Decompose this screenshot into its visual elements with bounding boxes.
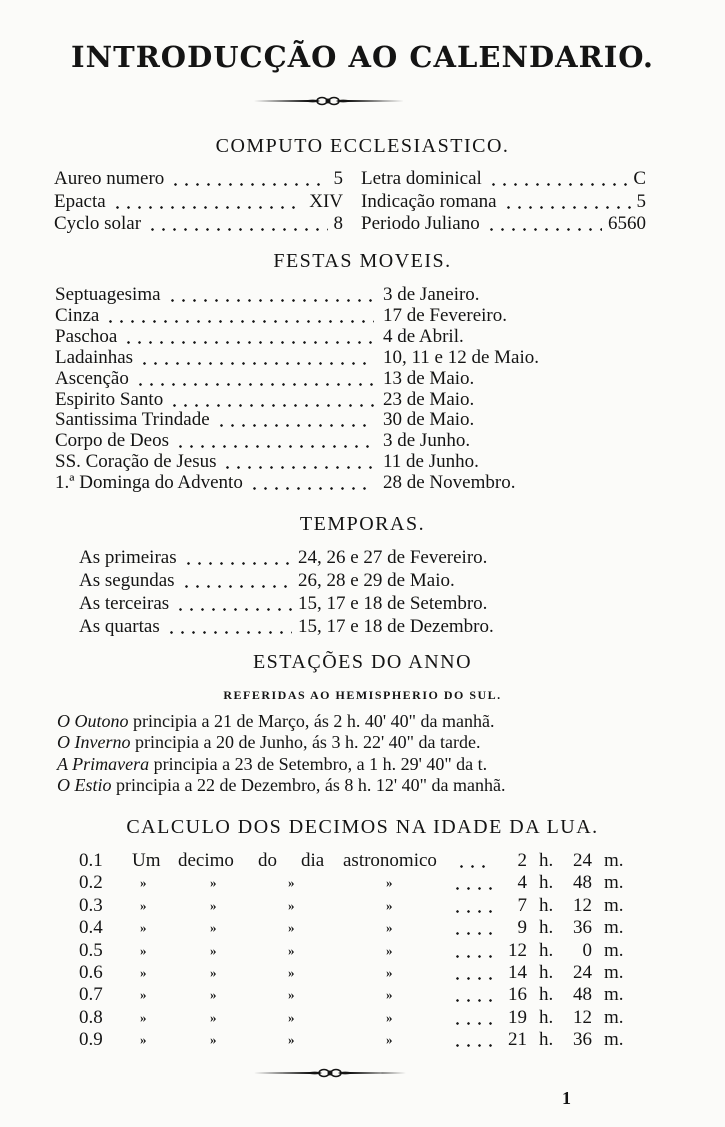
hours-unit: h. xyxy=(539,850,554,871)
tempora-name: As primeiras xyxy=(79,547,177,568)
decimal-value: 0.3 xyxy=(79,894,103,916)
tempora-name: As segundas xyxy=(79,570,175,591)
ditto-mark: » xyxy=(288,942,295,958)
minutes-value: 48 xyxy=(573,872,592,894)
season-text: principia a 20 de Junho, ás 3 h. 22' 40" da tarde. xyxy=(130,732,481,753)
decimal-value: 0.8 xyxy=(79,1006,103,1028)
ditto-mark: » xyxy=(210,987,217,1003)
festa-name: 1.ª Dominga do Advento xyxy=(55,472,243,494)
minutes-value: 12 xyxy=(573,894,592,916)
estacoes-heading: ESTAÇÕES DO ANNO xyxy=(252,651,473,673)
tempora-date: 26, 28 e 29 de Maio. xyxy=(298,570,455,591)
minutes-unit: m. xyxy=(604,962,624,983)
dot-leader xyxy=(169,404,374,407)
hours-value: 7 xyxy=(517,894,527,916)
festa-date: 28 de Novembro. xyxy=(383,472,516,494)
festa-name: Ladainhas xyxy=(55,346,134,368)
ditto-mark: » xyxy=(140,965,147,980)
estacao-row xyxy=(57,754,487,775)
calculo-label-word: Um xyxy=(132,850,161,871)
season-name: Primavera xyxy=(72,753,150,774)
ditto-mark: » xyxy=(386,942,393,958)
ditto-mark: » xyxy=(386,897,393,913)
minutes-value: 24 xyxy=(573,850,592,871)
computo-value: 5 xyxy=(636,191,646,212)
calculo-label-word: astronomico xyxy=(343,850,437,871)
decimal-value: 0.5 xyxy=(79,939,103,961)
calculo-label-word: do xyxy=(258,850,277,871)
dot-leader xyxy=(452,1044,492,1047)
calculo-label-word: dia xyxy=(301,850,325,871)
season-text: principia a 21 de Março, ás 2 h. 40' 40" da manhã. xyxy=(128,711,495,731)
hours-value: 14 xyxy=(508,962,527,983)
ditto-mark: » xyxy=(288,987,295,1003)
dot-leader xyxy=(112,206,304,209)
season-text: principia a 22 de Dezembro, ás 8 h. 12' 40" da manhã. xyxy=(111,774,506,795)
minutes-unit: m. xyxy=(604,850,624,871)
minutes-value: 36 xyxy=(573,1029,592,1051)
dot-leader xyxy=(452,910,492,913)
dot-leader xyxy=(486,228,602,231)
ditto-mark: » xyxy=(210,875,217,891)
estacao-row xyxy=(57,711,495,732)
hours-unit: h. xyxy=(539,894,554,916)
minutes-unit: m. xyxy=(604,894,624,916)
ditto-mark: » xyxy=(386,987,393,1003)
dot-leader xyxy=(456,865,490,868)
festa-name: Santissima Trindade xyxy=(55,409,210,431)
ditto-mark: » xyxy=(210,965,217,980)
ditto-mark: » xyxy=(140,875,147,891)
computo-value: 5 xyxy=(333,168,343,189)
computo-value: XIV xyxy=(309,191,343,212)
ditto-mark: » xyxy=(386,920,393,936)
festa-name: Espirito Santo xyxy=(55,388,164,410)
tempora-name: As quartas xyxy=(79,616,160,637)
dot-leader xyxy=(170,183,327,186)
ditto-mark: » xyxy=(210,942,217,958)
hours-unit: h. xyxy=(539,872,554,894)
hours-value: 9 xyxy=(517,917,527,939)
estacao-row xyxy=(57,732,481,753)
festa-date: 4 de Abril. xyxy=(383,325,464,347)
ditto-mark: » xyxy=(210,1009,217,1025)
dot-leader xyxy=(503,206,631,209)
festa-name: Corpo de Deos xyxy=(55,430,169,452)
decimal-value: 0.9 xyxy=(79,1029,103,1051)
festa-date: 13 de Maio. xyxy=(383,367,475,389)
computo-value: 8 xyxy=(333,213,343,234)
tempora-date: 24, 26 e 27 de Fevereiro. xyxy=(298,547,488,568)
season-article: A xyxy=(57,753,73,774)
hours-value: 21 xyxy=(508,1029,527,1051)
dot-leader xyxy=(147,228,327,231)
festa-date: 17 de Fevereiro. xyxy=(383,304,507,326)
ditto-mark: » xyxy=(140,897,147,913)
hours-unit: h. xyxy=(539,939,554,961)
decimal-value: 0.1 xyxy=(79,850,103,871)
ditto-mark: » xyxy=(210,1032,217,1048)
dot-leader xyxy=(181,585,292,588)
ditto-mark: » xyxy=(140,1009,147,1025)
season-article: O xyxy=(57,774,75,795)
tempora-date: 15, 17 e 18 de Dezembro. xyxy=(298,616,494,637)
decimal-value: 0.4 xyxy=(79,917,103,939)
dot-leader xyxy=(166,631,292,634)
ditto-mark: » xyxy=(140,920,147,936)
season-article: O xyxy=(57,732,75,753)
minutes-value: 36 xyxy=(573,917,592,939)
season-name: Outono xyxy=(74,711,129,731)
season-article: O xyxy=(57,711,75,731)
computo-heading: COMPUTO ECCLESIASTICO. xyxy=(215,135,510,157)
computo-value: 6560 xyxy=(608,213,646,234)
ditto-mark: » xyxy=(288,1032,295,1048)
ditto-mark: » xyxy=(288,920,295,936)
estacao-row xyxy=(57,775,506,796)
calculo-heading: CALCULO DOS DECIMOS NA IDADE DA LUA. xyxy=(126,816,599,838)
season-name: Inverno xyxy=(74,732,131,753)
season-name: Estio xyxy=(74,774,112,795)
festa-date: 3 de Junho. xyxy=(383,430,471,452)
hours-unit: h. xyxy=(539,1029,554,1051)
hours-value: 4 xyxy=(517,872,527,894)
decimal-value: 0.2 xyxy=(79,872,103,894)
minutes-unit: m. xyxy=(604,984,624,1006)
dot-leader xyxy=(249,487,374,490)
hours-unit: h. xyxy=(539,917,554,939)
dot-leader xyxy=(452,887,492,890)
minutes-unit: m. xyxy=(604,1006,624,1028)
festa-name: Ascenção xyxy=(55,367,129,389)
dot-leader xyxy=(488,183,628,186)
dot-leader xyxy=(452,999,492,1002)
ornament-divider xyxy=(248,94,408,108)
dot-leader xyxy=(139,362,374,365)
calculo-label-word: decimo xyxy=(178,850,234,871)
computo-label: Cyclo solar xyxy=(54,213,142,234)
hours-unit: h. xyxy=(539,962,554,983)
computo-label: Periodo Juliano xyxy=(361,213,480,234)
dot-leader xyxy=(135,383,374,386)
dot-leader xyxy=(452,955,492,958)
festa-name: Septuagesima xyxy=(55,284,161,305)
dot-leader xyxy=(123,341,374,344)
computo-label: Epacta xyxy=(54,191,106,212)
festa-date: 23 de Maio. xyxy=(383,388,475,410)
dot-leader xyxy=(452,1022,492,1025)
hours-value: 16 xyxy=(508,984,527,1006)
ditto-mark: » xyxy=(210,897,217,913)
minutes-unit: m. xyxy=(604,1029,624,1051)
festas-heading: FESTAS MOVEIS. xyxy=(273,250,452,272)
dot-leader xyxy=(167,299,374,302)
ditto-mark: » xyxy=(386,965,393,980)
ditto-mark: » xyxy=(386,1009,393,1025)
minutes-value: 0 xyxy=(582,939,592,961)
page-title: INTRODUCÇÃO AO CALENDARIO. xyxy=(71,40,654,74)
computo-value: C xyxy=(633,168,646,189)
ditto-mark: » xyxy=(288,1009,295,1025)
decimal-value: 0.6 xyxy=(79,962,103,983)
festa-date: 30 de Maio. xyxy=(383,409,475,431)
hours-value: 19 xyxy=(508,1006,527,1028)
minutes-unit: m. xyxy=(604,939,624,961)
festa-date: 10, 11 e 12 de Maio. xyxy=(383,346,540,368)
tempora-name: As terceiras xyxy=(79,593,170,614)
ditto-mark: » xyxy=(288,897,295,913)
tempora-date: 15, 17 e 18 de Setembro. xyxy=(298,593,488,614)
minutes-unit: m. xyxy=(604,917,624,939)
festa-date: 11 de Junho. xyxy=(383,451,479,473)
estacoes-subheading: REFERIDAS AO HEMISPHERIO DO SUL. xyxy=(223,688,502,702)
ditto-mark: » xyxy=(386,1032,393,1048)
dot-leader xyxy=(452,932,492,935)
computo-label: Aureo numero xyxy=(54,168,165,189)
hours-unit: h. xyxy=(539,1006,554,1028)
festa-name: Cinza xyxy=(55,304,100,326)
minutes-unit: m. xyxy=(604,872,624,894)
computo-label: Indicação romana xyxy=(361,191,497,212)
dot-leader xyxy=(452,977,492,980)
hours-unit: h. xyxy=(539,984,554,1006)
ditto-mark: » xyxy=(288,965,295,980)
ornament-divider-bottom xyxy=(250,1066,410,1080)
ditto-mark: » xyxy=(140,1032,147,1048)
ditto-mark: » xyxy=(386,875,393,891)
page-number: 1 xyxy=(562,1088,571,1108)
dot-leader xyxy=(216,424,374,427)
hours-value: 12 xyxy=(508,939,527,961)
festa-name: SS. Coração de Jesus xyxy=(55,451,217,473)
dot-leader xyxy=(175,445,374,448)
season-text: principia a 23 de Setembro, a 1 h. 29' 40" da t. xyxy=(149,753,488,774)
dot-leader xyxy=(105,320,374,323)
ditto-mark: » xyxy=(140,942,147,958)
hours-value: 2 xyxy=(517,850,527,871)
festa-name: Paschoa xyxy=(55,325,118,347)
minutes-value: 24 xyxy=(573,962,592,983)
minutes-value: 12 xyxy=(573,1006,592,1028)
ditto-mark: » xyxy=(140,987,147,1003)
ditto-mark: » xyxy=(210,920,217,936)
temporas-heading: TEMPORAS. xyxy=(299,513,426,535)
dot-leader xyxy=(183,562,292,565)
festa-date: 3 de Janeiro. xyxy=(383,284,480,305)
dot-leader xyxy=(222,466,374,469)
minutes-value: 48 xyxy=(573,984,592,1006)
dot-leader xyxy=(175,608,292,611)
ditto-mark: » xyxy=(288,875,295,891)
decimal-value: 0.7 xyxy=(79,984,103,1006)
computo-label: Letra dominical xyxy=(361,168,482,189)
